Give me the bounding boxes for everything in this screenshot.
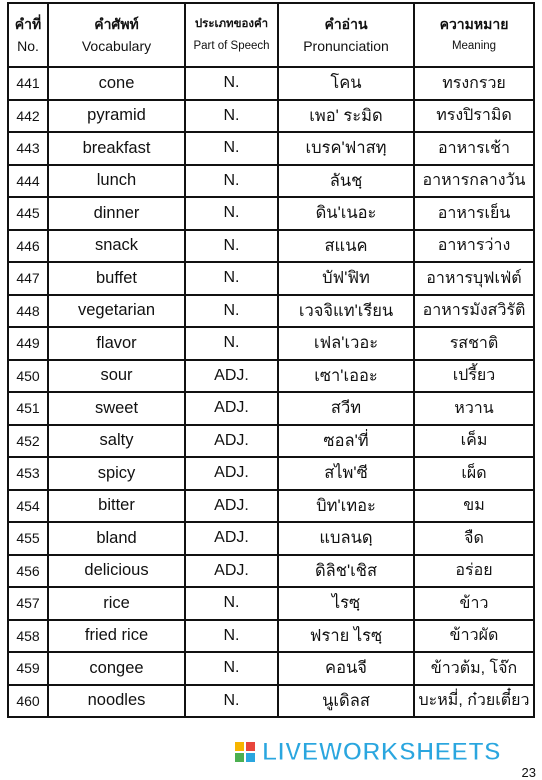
cell-vocabulary: snack [48, 230, 185, 263]
cell-pronunciation: ดิลิช'เชิส [278, 555, 414, 588]
cell-part-of-speech: ADJ. [185, 360, 278, 393]
cell-part-of-speech: N. [185, 165, 278, 198]
cell-part-of-speech: N. [185, 295, 278, 328]
cell-part-of-speech: N. [185, 230, 278, 263]
cell-vocabulary: noodles [48, 685, 185, 718]
cell-meaning: อาหารกลางวัน [414, 165, 534, 198]
header-vocabulary-english: Vocabulary [81, 37, 152, 54]
cell-number: 444 [8, 165, 48, 198]
cell-pronunciation: เพอ' ระมิด [278, 100, 414, 133]
cell-part-of-speech: ADJ. [185, 490, 278, 523]
cell-number: 454 [8, 490, 48, 523]
cell-part-of-speech: ADJ. [185, 457, 278, 490]
page-number: 23 [521, 765, 536, 780]
cell-vocabulary: spicy [48, 457, 185, 490]
table-row [8, 165, 534, 198]
liveworksheets-logo-icon [234, 740, 260, 768]
cell-part-of-speech: ADJ. [185, 425, 278, 458]
cell-part-of-speech: N. [185, 262, 278, 295]
cell-pronunciation: เวจจิแท'เรียน [278, 295, 414, 328]
table-row [8, 457, 534, 490]
cell-vocabulary: sour [48, 360, 185, 393]
cell-pronunciation: บัฟ'ฟิท [278, 262, 414, 295]
cell-vocabulary: dinner [48, 197, 185, 230]
table-row [8, 295, 534, 328]
vocabulary-sheet [7, 2, 535, 718]
cell-vocabulary: bitter [48, 490, 185, 523]
cell-pronunciation: เซา'เออะ [278, 360, 414, 393]
table-row [8, 652, 534, 685]
cell-pronunciation: เบรค'ฟาสทฺ [278, 132, 414, 165]
cell-vocabulary: lunch [48, 165, 185, 198]
table-row [8, 100, 534, 133]
cell-pronunciation: สไพ'ซี [278, 457, 414, 490]
header-no [8, 3, 48, 67]
cell-pronunciation: สวีท [278, 392, 414, 425]
cell-part-of-speech: N. [185, 620, 278, 653]
cell-number: 447 [8, 262, 48, 295]
cell-vocabulary: salty [48, 425, 185, 458]
cell-meaning: อาหารว่าง [414, 230, 534, 263]
cell-vocabulary: rice [48, 587, 185, 620]
cell-number: 451 [8, 392, 48, 425]
cell-pronunciation: โคน [278, 67, 414, 100]
cell-meaning: อาหารบุฟเฟ่ต์ [414, 262, 534, 295]
header-no-thai: คำที่ [14, 15, 42, 32]
cell-number: 455 [8, 522, 48, 555]
cell-number: 449 [8, 327, 48, 360]
cell-number: 445 [8, 197, 48, 230]
cell-part-of-speech: N. [185, 197, 278, 230]
table-row [8, 132, 534, 165]
cell-pronunciation: ลันชฺ [278, 165, 414, 198]
header-pronunciation-english: Pronunciation [303, 37, 389, 54]
cell-number: 448 [8, 295, 48, 328]
cell-number: 452 [8, 425, 48, 458]
cell-meaning: บะหมี่, ก๋วยเตี๋ยว [414, 685, 534, 718]
cell-part-of-speech: ADJ. [185, 392, 278, 425]
cell-meaning: ข้าวต้ม, โจ๊ก [414, 652, 534, 685]
header-vocabulary-thai: คำศัพท์ [94, 15, 139, 32]
cell-part-of-speech: N. [185, 685, 278, 718]
header-meaning [414, 3, 534, 67]
cell-pronunciation: สแนค [278, 230, 414, 263]
cell-vocabulary: sweet [48, 392, 185, 425]
cell-meaning: อาหารเช้า [414, 132, 534, 165]
cell-pronunciation: ไรซฺ [278, 587, 414, 620]
cell-meaning: ข้าวผัด [414, 620, 534, 653]
cell-part-of-speech: ADJ. [185, 522, 278, 555]
cell-meaning: ทรงปิรามิด [414, 100, 534, 133]
header-part-of-speech [185, 3, 278, 67]
table-row [8, 425, 534, 458]
cell-part-of-speech: N. [185, 587, 278, 620]
cell-pronunciation: นูเดิลส [278, 685, 414, 718]
table-row [8, 262, 534, 295]
cell-meaning: เปรี้ยว [414, 360, 534, 393]
cell-meaning: ขม [414, 490, 534, 523]
cell-meaning: จืด [414, 522, 534, 555]
table-row [8, 197, 534, 230]
cell-number: 450 [8, 360, 48, 393]
cell-vocabulary: vegetarian [48, 295, 185, 328]
table-row [8, 522, 534, 555]
cell-number: 456 [8, 555, 48, 588]
cell-number: 441 [8, 67, 48, 100]
header-pos-english: Part of Speech [193, 39, 270, 52]
cell-meaning: อาหารเย็น [414, 197, 534, 230]
table-row [8, 555, 534, 588]
cell-meaning: ทรงกรวย [414, 67, 534, 100]
table-header-row [8, 3, 534, 67]
watermark-text: LIVEWORKSHEETS [262, 738, 501, 766]
cell-part-of-speech: N. [185, 652, 278, 685]
cell-vocabulary: buffet [48, 262, 185, 295]
cell-number: 453 [8, 457, 48, 490]
cell-number: 443 [8, 132, 48, 165]
cell-part-of-speech: N. [185, 132, 278, 165]
cell-part-of-speech: N. [185, 67, 278, 100]
cell-number: 458 [8, 620, 48, 653]
cell-meaning: เผ็ด [414, 457, 534, 490]
cell-number: 460 [8, 685, 48, 718]
cell-pronunciation: แบลนดฺ [278, 522, 414, 555]
cell-meaning: อาหารมังสวิรัติ [414, 295, 534, 328]
cell-vocabulary: breakfast [48, 132, 185, 165]
cell-part-of-speech: N. [185, 327, 278, 360]
header-pos-thai: ประเภทของคำ [194, 17, 269, 30]
header-pronunciation-thai: คำอ่าน [324, 15, 368, 32]
cell-part-of-speech: ADJ. [185, 555, 278, 588]
cell-vocabulary: pyramid [48, 100, 185, 133]
table-row [8, 392, 534, 425]
table-row [8, 67, 534, 100]
cell-number: 457 [8, 587, 48, 620]
cell-pronunciation: ซอล'ที่ [278, 425, 414, 458]
header-vocabulary [48, 3, 185, 67]
table-row [8, 490, 534, 523]
cell-part-of-speech: N. [185, 100, 278, 133]
cell-vocabulary: flavor [48, 327, 185, 360]
table-row [8, 587, 534, 620]
cell-vocabulary: congee [48, 652, 185, 685]
cell-vocabulary: fried rice [48, 620, 185, 653]
cell-vocabulary: bland [48, 522, 185, 555]
cell-pronunciation: คอนจี [278, 652, 414, 685]
cell-meaning: หวาน [414, 392, 534, 425]
table-row [8, 685, 534, 718]
header-no-english: No. [17, 37, 39, 54]
cell-pronunciation: เฟล'เวอะ [278, 327, 414, 360]
table-row [8, 230, 534, 263]
cell-meaning: อร่อย [414, 555, 534, 588]
cell-pronunciation: บิท'เทอะ [278, 490, 414, 523]
cell-meaning: รสชาติ [414, 327, 534, 360]
cell-number: 446 [8, 230, 48, 263]
cell-pronunciation: ฟราย ไรซฺ [278, 620, 414, 653]
table-row [8, 360, 534, 393]
cell-vocabulary: delicious [48, 555, 185, 588]
cell-number: 459 [8, 652, 48, 685]
cell-vocabulary: cone [48, 67, 185, 100]
header-pronunciation [278, 3, 414, 67]
header-meaning-english: Meaning [451, 39, 497, 52]
vocabulary-table [7, 2, 535, 718]
cell-meaning: ข้าว [414, 587, 534, 620]
cell-pronunciation: ดิน'เนอะ [278, 197, 414, 230]
liveworksheets-watermark [234, 738, 540, 772]
table-row [8, 327, 534, 360]
header-meaning-thai: ความหมาย [439, 15, 509, 32]
cell-meaning: เค็ม [414, 425, 534, 458]
table-row [8, 620, 534, 653]
cell-number: 442 [8, 100, 48, 133]
